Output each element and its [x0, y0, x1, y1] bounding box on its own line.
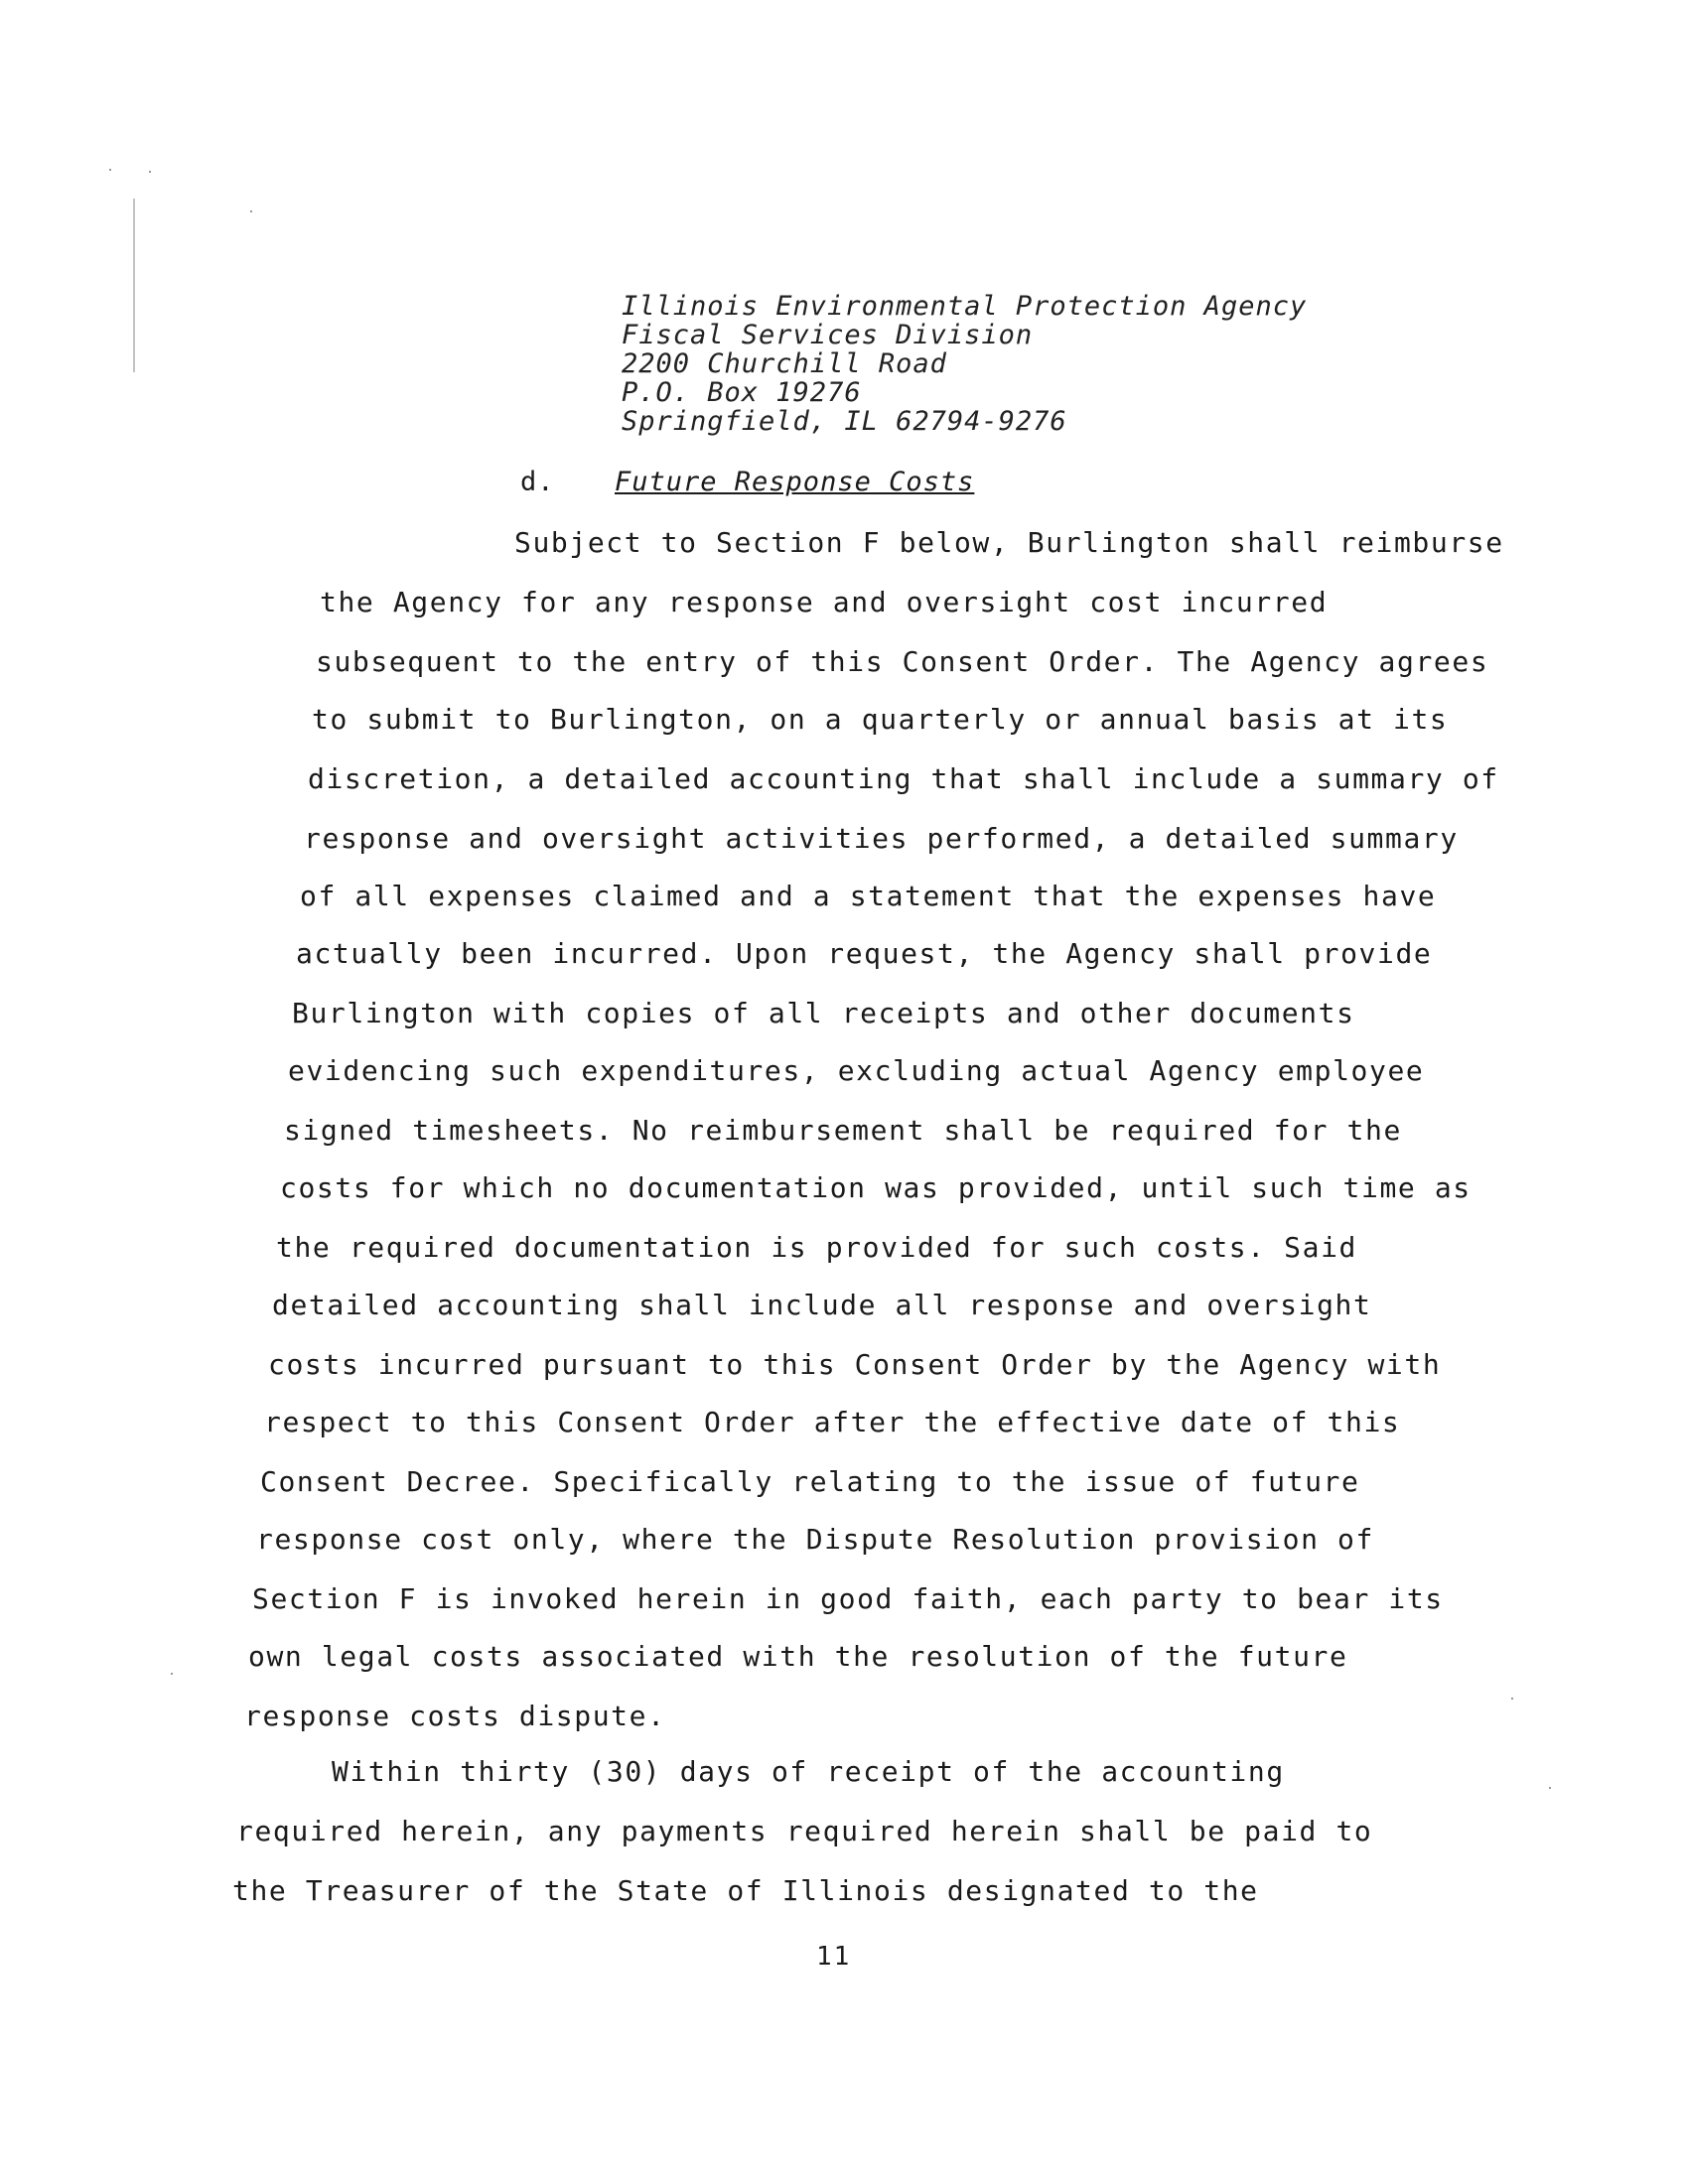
paragraph-line: costs for which no documentation was provided, until such time as	[280, 1171, 1472, 1204]
scan-speck	[1511, 1698, 1513, 1700]
paragraph-line: signed timesheets. No reimbursement shall be required for the	[284, 1114, 1402, 1147]
paragraph-line: the Agency for any response and oversight cost incurred	[320, 586, 1329, 618]
scan-speck	[109, 169, 111, 171]
paragraph-line: response costs dispute.	[244, 1700, 666, 1732]
paragraph-line: discretion, a detailed accounting that shall include a summary of	[308, 762, 1499, 795]
scan-speck	[149, 171, 151, 173]
section-letter: d.	[520, 467, 555, 497]
paragraph-line: the required documentation is provided for such costs. Said	[276, 1231, 1357, 1264]
page-number: 11	[816, 1942, 852, 1972]
paragraph-line: of all expenses claimed and a statement that the expenses have	[300, 880, 1437, 912]
paragraph-line: Within thirty (30) days of receipt of the accounting	[332, 1755, 1285, 1788]
scan-speck	[171, 1673, 173, 1675]
scan-speck	[250, 210, 252, 212]
paragraph-line: Subject to Section F below, Burlington shall reimburse	[514, 526, 1504, 559]
scan-speck	[1549, 1787, 1551, 1789]
section-heading	[520, 467, 974, 497]
paragraph-line: detailed accounting shall include all response and oversight	[272, 1289, 1372, 1321]
paragraph-line: actually been incurred. Upon request, the Agency shall provide	[296, 937, 1433, 970]
address-line: Springfield, IL 62794-9276	[622, 406, 1067, 437]
paragraph-line: the Treasurer of the State of Illinois designated to the	[232, 1874, 1259, 1907]
paragraph-line: response and oversight activities performed, a detailed summary	[304, 822, 1459, 855]
paragraph-line: Burlington with copies of all receipts and other documents	[292, 997, 1355, 1029]
address-line: P.O. Box 19276	[622, 377, 862, 408]
address-line: Illinois Environmental Protection Agency	[622, 291, 1308, 322]
paragraph-line: costs incurred pursuant to this Consent Order by the Agency with	[268, 1348, 1442, 1381]
paragraph-line: evidencing such expenditures, excluding actual Agency employee	[288, 1054, 1425, 1087]
paragraph-line: Consent Decree. Specifically relating to the issue of future	[260, 1465, 1360, 1498]
paragraph-line: to submit to Burlington, on a quarterly or annual basis at its	[312, 703, 1449, 736]
address-line: Fiscal Services Division	[622, 320, 1034, 350]
paragraph-line: response cost only, where the Dispute Resolution provision of	[256, 1523, 1374, 1556]
paragraph-line: respect to this Consent Order after the effective date of this	[264, 1406, 1401, 1438]
section-title: Future Response Costs	[615, 467, 975, 497]
paragraph-line: subsequent to the entry of this Consent Order. The Agency agrees	[316, 645, 1489, 678]
scan-margin-mark	[133, 199, 135, 372]
paragraph-line: Section F is invoked herein in good faith, each party to bear its	[252, 1582, 1444, 1615]
paragraph-line: required herein, any payments required herein shall be paid to	[236, 1815, 1373, 1847]
address-block	[622, 292, 1376, 436]
address-line: 2200 Churchill Road	[622, 348, 947, 379]
paragraph-line: own legal costs associated with the resolution of the future	[248, 1640, 1348, 1673]
